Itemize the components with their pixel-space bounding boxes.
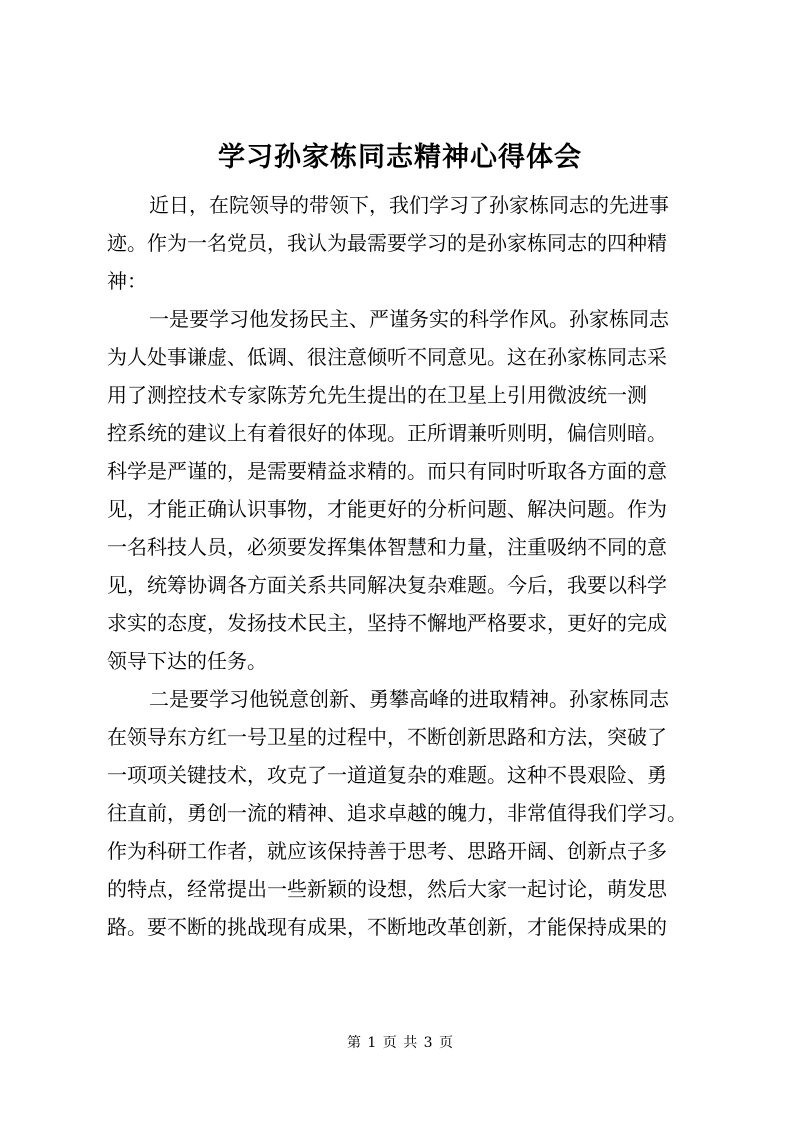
paragraph-line: 科学是严谨的，是需要精益求精的。而只有同时听取各方面的意 bbox=[107, 459, 667, 483]
paragraph-line: 求实的态度，发扬技术民主，坚持不懈地严格要求，更好的完成 bbox=[107, 611, 667, 635]
paragraph-line: 领导下达的任务。 bbox=[107, 649, 267, 673]
paragraph-line: 见，统筹协调各方面关系共同解决复杂难题。今后，我要以科学 bbox=[107, 573, 667, 597]
document-title: 学习孙家栋同志精神心得体会 bbox=[218, 142, 582, 173]
page-number: 第 1 页 共 3 页 bbox=[346, 1035, 454, 1051]
paragraph-line: 作为科研工作者，就应该保持善于思考、思路开阔、创新点子多 bbox=[107, 839, 667, 863]
paragraph-line: 见，才能正确认识事物，才能更好的分析问题、解决问题。作为 bbox=[107, 497, 667, 521]
paragraph-line: 控系统的建议上有着很好的体现。正所谓兼听则明，偏信则暗。 bbox=[107, 421, 667, 445]
paragraph-line: 的特点，经常提出一些新颖的设想，然后大家一起讨论，萌发思 bbox=[107, 877, 667, 901]
paragraph-line: 近日，在院领导的带领下，我们学习了孙家栋同志的先进事 bbox=[149, 193, 669, 217]
paragraph-line: 一项项关键技术，攻克了一道道复杂的难题。这种不畏艰险、勇 bbox=[107, 763, 667, 787]
paragraph-line: 一是要学习他发扬民主、严谨务实的科学作风。孙家栋同志 bbox=[149, 307, 669, 331]
document-body bbox=[107, 186, 722, 946]
paragraph-line: 在领导东方红一号卫星的过程中，不断创新思路和方法，突破了 bbox=[107, 725, 667, 749]
paragraph-line: 为人处事谦虚、低调、很注意倾听不同意见。这在孙家栋同志采 bbox=[107, 345, 667, 369]
paragraph-line: 迹。作为一名党员，我认为最需要学习的是孙家栋同志的四种精 bbox=[107, 231, 667, 255]
paragraph-line: 路。要不断的挑战现有成果，不断地改革创新，才能保持成果的 bbox=[107, 915, 667, 939]
paragraph-line: 二是要学习他锐意创新、勇攀高峰的进取精神。孙家栋同志 bbox=[149, 687, 669, 711]
paragraph-line: 神： bbox=[107, 269, 147, 293]
paragraph-line: 用了测控技术专家陈芳允先生提出的在卫星上引用微波统一测 bbox=[107, 383, 647, 407]
paragraph-line: 一名科技人员，必须要发挥集体智慧和力量，注重吸纳不同的意 bbox=[107, 535, 667, 559]
paragraph-line: 往直前，勇创一流的精神、追求卓越的魄力，非常值得我们学习。 bbox=[107, 801, 687, 825]
